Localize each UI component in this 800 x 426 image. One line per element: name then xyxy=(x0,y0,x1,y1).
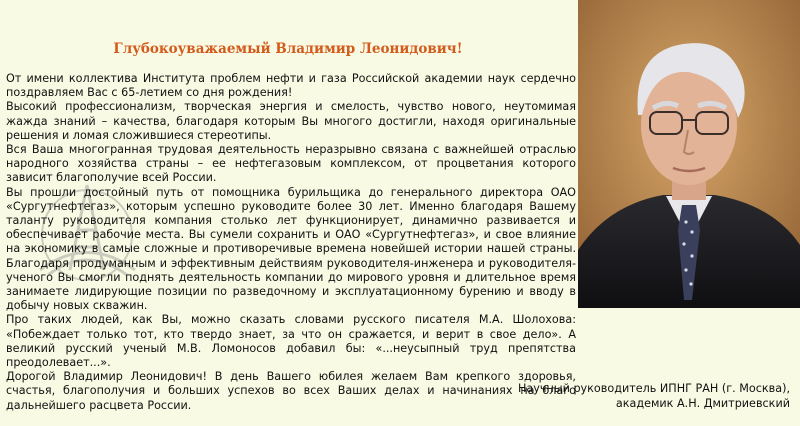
portrait-photo xyxy=(578,0,800,308)
signature-name: академик А.Н. Дмитриевский xyxy=(615,396,790,410)
signature-block xyxy=(518,382,790,411)
paragraph-wishes: Дорогой Владимир Леонидович! В день Вашего юбилея желаем Вам крепкого здоровья, счастья, благополучия и больших успехов во всех Ваших делах и начинаниях на благо дальнейшего расцвета России. xyxy=(6,370,576,412)
paragraph-industry: Вся Ваша многогранная трудовая деятельность неразрывно связана с важнейшей отраслью народного хозяйства страны – ее нефтегазовым комплексом, от процветания которого зависит благополучие всей России. xyxy=(6,143,576,185)
paragraph-quotes: Про таких людей, как Вы, можно сказать словами русского писателя М.А. Шолохова: «Побеждает только тот, кто твердо знает, за что он сражается, и верит в свое дело». А великий русский ученый М.В. Ломоносов добавил бы: «...неусыпный труд препятства преодолевает...». xyxy=(6,313,576,370)
paragraph-career: Вы прошли достойный путь от помощника бурильщика до генерального директора ОАО «Сургутнефтегаз», которым успешно руководите более 30 лет. Именно благодаря Вашему таланту руководителя компания столько лет функционирует, динамично развивается и обеспечивает рабочие места. Вы сумели сохранить и ОАО «Сургутнефтегаз», и свое влияние на экономику в самые сложные и противоречивые времена новейшей истории нашей страны. Благодаря продуманным и эффективным действиям руководителя-инженера и руководителя-ученого Вы смогли поднять деятельность компании до мирового уровня и длительное время занимаете лидирующие позиции по разведочному и эксплуатационному бурению и вводу в добычу новых скважин. xyxy=(6,185,576,313)
paragraph-greeting: От имени коллектива Института проблем нефти и газа Российской академии наук сердечно поздравляем Вас с 65-летием со дня рождения! xyxy=(6,72,576,100)
letter-body xyxy=(6,72,576,413)
paragraph-qualities: Высокий профессионализм, творческая энергия и смелость, чувство нового, неутомимая жажда знаний – качества, благодаря которым Вы многого достигли, находя оригинальные решения и ломая сложившиеся стереотипы. xyxy=(6,100,576,142)
portrait-illustration xyxy=(578,0,800,308)
signature-position: Научный руководитель ИПНГ РАН (г. Москва), xyxy=(517,382,790,395)
letter-title: Глубокоуважаемый Владимир Леонидович! xyxy=(113,41,463,57)
